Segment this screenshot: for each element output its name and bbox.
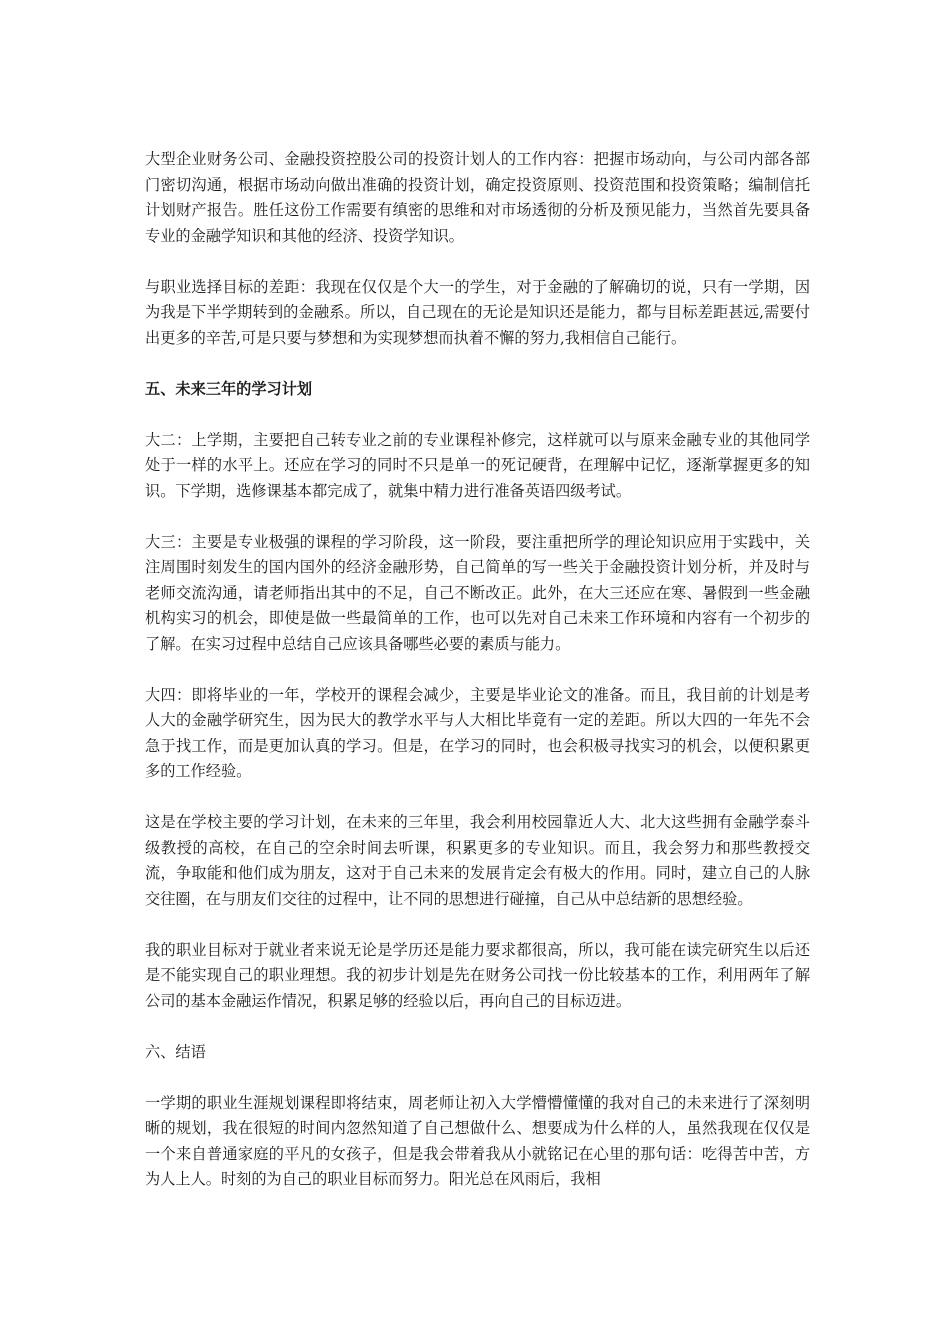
section-heading-study-plan: 五、未来三年的学习计划 [145, 379, 313, 398]
paragraph-senior-plan: 大四：即将毕业的一年，学校开的课程会减少，主要是毕业论文的准备。而且，我目前的计划是考人大的金融学研究生，因为民大的教学水平与人大相比毕竟有一定的差距。所以大四的一年先不会急于找工作，而是更加认真的学习。但是，在学习的同时，也会积极寻找实习的机会，以便积累更多的工作经验。 [145, 685, 810, 780]
document-body [145, 147, 810, 1193]
paragraph-conclusion: 一学期的职业生涯规划课程即将结束，周老师让初入大学懵懵懂懂的我对自己的未来进行了深刻明晰的规划，我在很短的时间内忽然知道了自己想做什么、想要成为什么样的人，虽然我现在仅仅是一个来自普通家庭的平凡的女孩子，但是我会带着我从小就铭记在心里的那句话：吃得苦中苦，方为人上人。时刻的为自己的职业目标而努力。阳光总在风雨后，我相 [145, 1093, 810, 1188]
paragraph-junior-plan: 大三：主要是专业极强的课程的学习阶段，这一阶段，要注重把所学的理论知识应用于实践中，关注周围时刻发生的国内国外的经济金融形势，自己简单的写一些关于金融投资计划分析，并及时与老师交流沟通，请老师指出其中的不足，自己不断改正。此外，在大三还应在寒、暑假到一些金融机构实习的机会，即使是做一些最简单的工作，也可以先对自己未来工作环境和内容有一个初步的了解。在实习过程中总结自己应该具备哪些必要的素质与能力。 [145, 532, 810, 653]
paragraph-sophomore-plan: 大二：上学期，主要把自己转专业之前的专业课程补修完，这样就可以与原来金融专业的其他同学处于一样的水平上。还应在学习的同时不只是单一的死记硬背，在理解中记忆，逐渐掌握更多的知识。下学期，选修课基本都完成了，就集中精力进行准备英语四级考试。 [145, 430, 810, 500]
paragraph-career-gap: 与职业选择目标的差距：我现在仅仅是个大一的学生，对于金融的了解确切的说，只有一学期，因为我是下半学期转到的金融系。所以，自己现在的无论是知识还是能力，都与目标差距甚远,需要付出更多的辛苦,可是只要与梦想和为实现梦想而执着不懈的努力,我相信自己能行。 [145, 277, 810, 347]
paragraph-job-description: 大型企业财务公司、金融投资控股公司的投资计划人的工作内容：把握市场动向，与公司内部各部门密切沟通，根据市场动向做出准确的投资计划，确定投资原则、投资范围和投资策略；编制信托计划财产报告。胜任这份工作需要有缜密的思维和对市场透彻的分析及预见能力，当然首先要具备专业的金融学知识和其他的经济、投资学知识。 [145, 150, 810, 245]
section-heading-conclusion: 六、结语 [145, 1042, 206, 1061]
paragraph-campus-plan: 这是在学校主要的学习计划，在未来的三年里，我会利用校园靠近人大、北大这些拥有金融学泰斗级教授的高校，在自己的空余时间去听课，积累更多的专业知识。而且，我会努力和那些教授交流，争取能和他们成为朋友，这对于自己未来的发展肯定会有极大的作用。同时，建立自己的人脉交往圈，在与朋友们交往的过程中，让不同的思想进行碰撞，自己从中总结新的思想经验。 [145, 813, 810, 908]
paragraph-career-goal: 我的职业目标对于就业者来说无论是学历还是能力要求都很高，所以，我可能在读完研究生以后还是不能实现自己的职业理想。我的初步计划是先在财务公司找一份比较基本的工作，利用两年了解公司的基本金融运作情况，积累足够的经验以后，再向自己的目标迈进。 [145, 940, 810, 1010]
